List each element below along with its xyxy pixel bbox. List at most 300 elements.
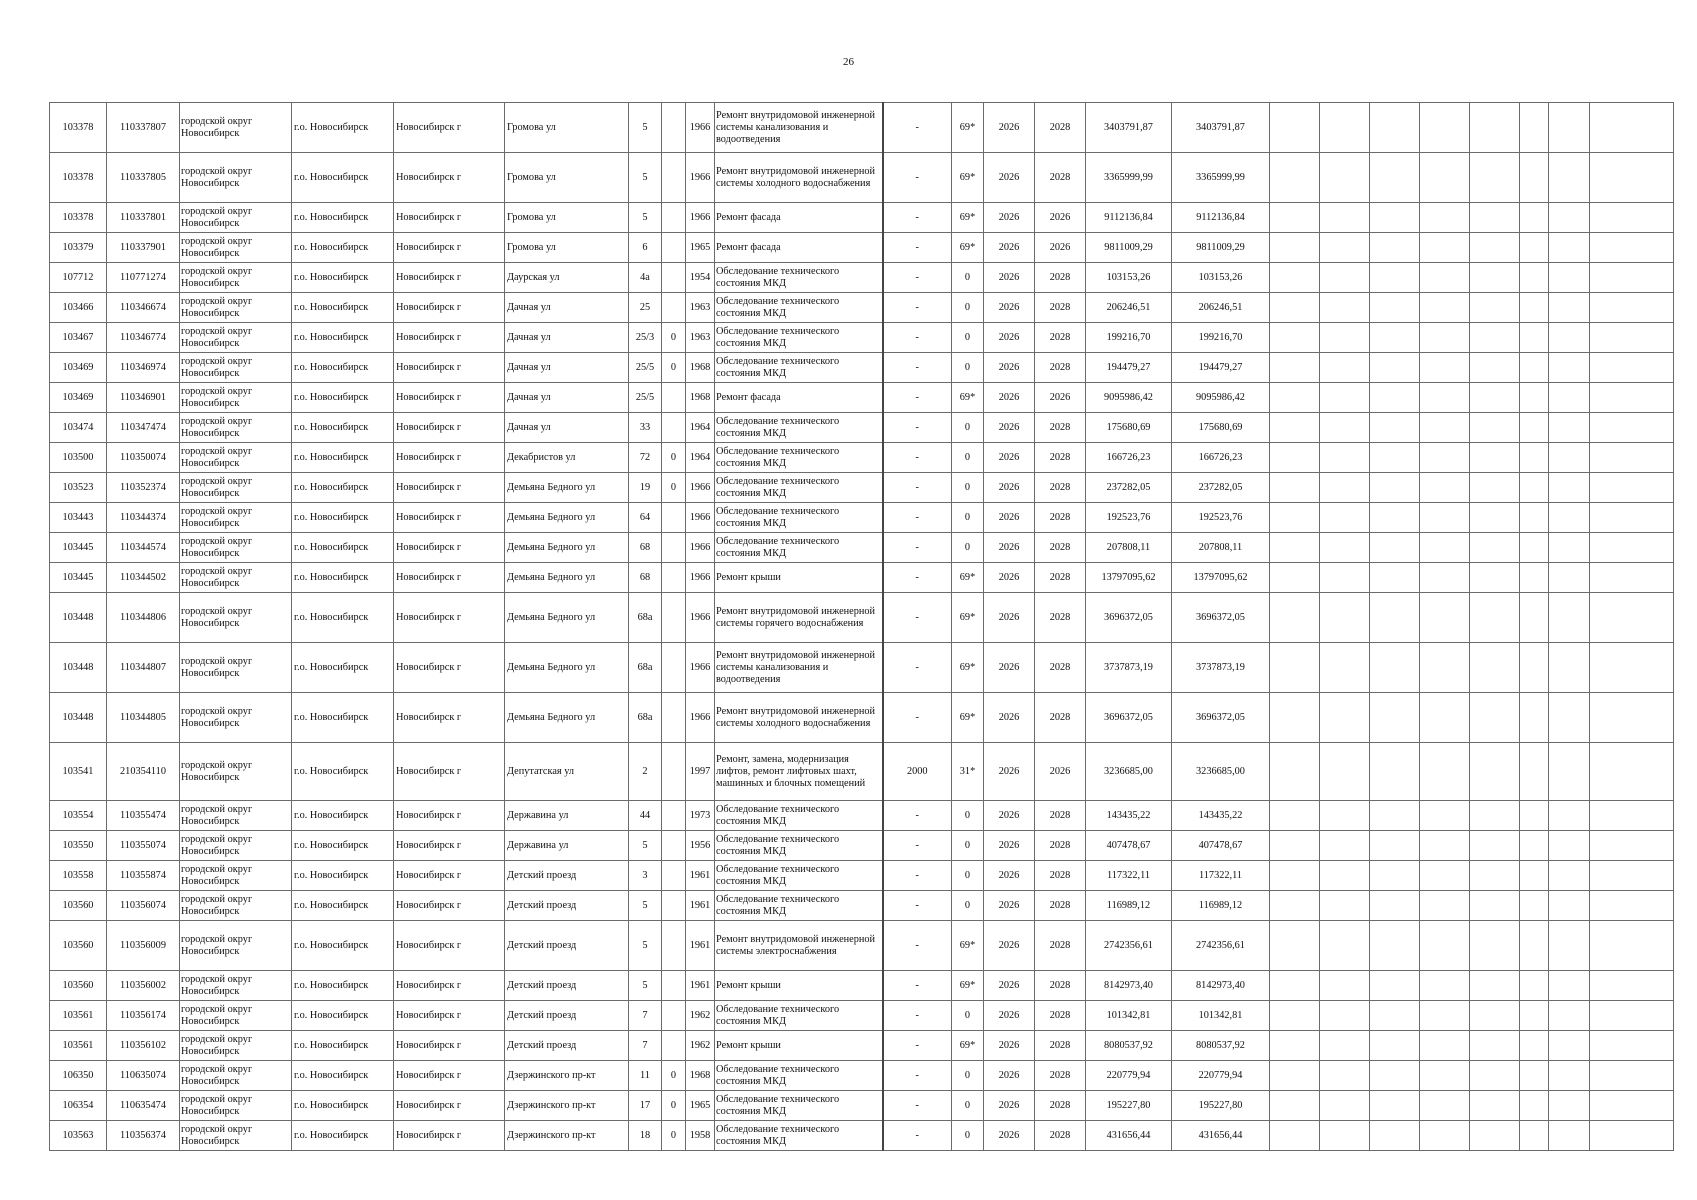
cell-e7: [1549, 1121, 1590, 1151]
cell-e2: [1320, 1121, 1370, 1151]
cell-year_to: 2028: [1035, 831, 1086, 861]
cell-year2: -: [883, 563, 952, 593]
cell-year: 1965: [686, 233, 715, 263]
cell-e2: [1320, 233, 1370, 263]
cell-status: 0: [952, 473, 984, 503]
cell-work: Обследование технического состояния МКД: [715, 323, 883, 353]
cell-year2: -: [883, 1061, 952, 1091]
cell-settlement: г.о. Новосибирск: [292, 103, 394, 153]
cell-e8: [1590, 563, 1674, 593]
cell-settlement: г.о. Новосибирск: [292, 1121, 394, 1151]
cell-year2: -: [883, 1091, 952, 1121]
cell-code: 110356009: [107, 921, 180, 971]
cell-municipality: городской округ Новосибирск: [180, 921, 292, 971]
cell-year2: -: [883, 831, 952, 861]
cell-e5: [1470, 383, 1520, 413]
cell-locality: Новосибирск г: [394, 153, 505, 203]
cell-e6: [1520, 203, 1549, 233]
cell-e7: [1549, 1031, 1590, 1061]
cell-year2: -: [883, 891, 952, 921]
cell-year2: -: [883, 921, 952, 971]
cell-year_from: 2026: [984, 293, 1035, 323]
cell-year_from: 2026: [984, 1001, 1035, 1031]
cell-e5: [1470, 1121, 1520, 1151]
cell-work: Обследование технического состояния МКД: [715, 443, 883, 473]
cell-e1: [1270, 473, 1320, 503]
cell-year_from: 2026: [984, 693, 1035, 743]
cell-year: 1961: [686, 971, 715, 1001]
cell-work: Обследование технического состояния МКД: [715, 263, 883, 293]
table-row: [50, 693, 1674, 743]
cell-e1: [1270, 743, 1320, 801]
cell-year: 1997: [686, 743, 715, 801]
table-row: [50, 801, 1674, 831]
cell-year2: -: [883, 263, 952, 293]
cell-e4: [1420, 153, 1470, 203]
cell-e1: [1270, 293, 1320, 323]
cell-e5: [1470, 153, 1520, 203]
cell-e3: [1370, 1061, 1420, 1091]
cell-e7: [1549, 921, 1590, 971]
cell-settlement: г.о. Новосибирск: [292, 233, 394, 263]
cell-e2: [1320, 1001, 1370, 1031]
cell-e8: [1590, 971, 1674, 1001]
cell-cost: 3696372,05: [1086, 593, 1172, 643]
cell-e3: [1370, 533, 1420, 563]
table-row: [50, 203, 1674, 233]
cell-house: 5: [629, 153, 662, 203]
cell-e4: [1420, 323, 1470, 353]
cell-house: 7: [629, 1001, 662, 1031]
cell-e5: [1470, 203, 1520, 233]
table-row: [50, 1031, 1674, 1061]
cell-building: [662, 643, 686, 693]
cell-cost: 3696372,05: [1086, 693, 1172, 743]
cell-year2: -: [883, 971, 952, 1001]
cell-street: Детский проезд: [505, 861, 629, 891]
cell-e8: [1590, 383, 1674, 413]
cell-year_from: 2026: [984, 971, 1035, 1001]
cell-cost_total: 3737873,19: [1172, 643, 1270, 693]
table-row: [50, 443, 1674, 473]
cell-building: [662, 743, 686, 801]
cell-e2: [1320, 473, 1370, 503]
cell-code: 110346974: [107, 353, 180, 383]
cell-year2: -: [883, 293, 952, 323]
cell-cost_total: 3236685,00: [1172, 743, 1270, 801]
cell-code: 110346774: [107, 323, 180, 353]
cell-year: 1956: [686, 831, 715, 861]
cell-street: Депутатская ул: [505, 743, 629, 801]
cell-e4: [1420, 831, 1470, 861]
cell-building: [662, 293, 686, 323]
cell-e5: [1470, 563, 1520, 593]
cell-year_from: 2026: [984, 593, 1035, 643]
cell-cost: 166726,23: [1086, 443, 1172, 473]
cell-settlement: г.о. Новосибирск: [292, 563, 394, 593]
cell-e1: [1270, 831, 1320, 861]
cell-year2: -: [883, 643, 952, 693]
cell-e8: [1590, 593, 1674, 643]
cell-work: Ремонт внутридомовой инженерной системы электроснабжения: [715, 921, 883, 971]
cell-year2: -: [883, 323, 952, 353]
cell-id: 103563: [50, 1121, 107, 1151]
cell-cost_total: 195227,80: [1172, 1091, 1270, 1121]
cell-cost: 192523,76: [1086, 503, 1172, 533]
cell-e5: [1470, 503, 1520, 533]
cell-building: [662, 413, 686, 443]
cell-year: 1961: [686, 891, 715, 921]
cell-e1: [1270, 443, 1320, 473]
cell-building: [662, 861, 686, 891]
cell-e5: [1470, 801, 1520, 831]
cell-work: Обследование технического состояния МКД: [715, 413, 883, 443]
cell-e7: [1549, 563, 1590, 593]
cell-e7: [1549, 263, 1590, 293]
cell-e5: [1470, 593, 1520, 643]
cell-year: 1963: [686, 293, 715, 323]
cell-year_from: 2026: [984, 1091, 1035, 1121]
cell-e2: [1320, 293, 1370, 323]
cell-year_to: 2028: [1035, 861, 1086, 891]
cell-locality: Новосибирск г: [394, 533, 505, 563]
cell-building: [662, 503, 686, 533]
cell-municipality: городской округ Новосибирск: [180, 891, 292, 921]
cell-e4: [1420, 1121, 1470, 1151]
cell-e8: [1590, 353, 1674, 383]
cell-street: Демьяна Бедного ул: [505, 503, 629, 533]
cell-code: 110337901: [107, 233, 180, 263]
cell-e2: [1320, 503, 1370, 533]
cell-cost_total: 431656,44: [1172, 1121, 1270, 1151]
cell-year_to: 2028: [1035, 971, 1086, 1001]
cell-code: 110344502: [107, 563, 180, 593]
cell-e2: [1320, 353, 1370, 383]
cell-code: 110356002: [107, 971, 180, 1001]
cell-status: 0: [952, 891, 984, 921]
cell-e1: [1270, 1121, 1320, 1151]
cell-e1: [1270, 103, 1320, 153]
cell-year_from: 2026: [984, 831, 1035, 861]
cell-e5: [1470, 293, 1520, 323]
cell-e6: [1520, 971, 1549, 1001]
cell-year: 1966: [686, 563, 715, 593]
cell-house: 3: [629, 861, 662, 891]
cell-id: 103558: [50, 861, 107, 891]
cell-code: 110356174: [107, 1001, 180, 1031]
cell-id: 103379: [50, 233, 107, 263]
cell-municipality: городской округ Новосибирск: [180, 353, 292, 383]
cell-e3: [1370, 563, 1420, 593]
cell-cost_total: 199216,70: [1172, 323, 1270, 353]
cell-e2: [1320, 1061, 1370, 1091]
cell-work: Ремонт, замена, модернизация лифтов, ремонт лифтовых шахт, машинных и блочных помещений: [715, 743, 883, 801]
cell-e8: [1590, 103, 1674, 153]
cell-building: 0: [662, 443, 686, 473]
cell-cost_total: 8142973,40: [1172, 971, 1270, 1001]
cell-status: 0: [952, 293, 984, 323]
table-row: [50, 323, 1674, 353]
cell-id: 103448: [50, 643, 107, 693]
cell-status: 69*: [952, 383, 984, 413]
cell-locality: Новосибирск г: [394, 503, 505, 533]
cell-year_to: 2028: [1035, 533, 1086, 563]
cell-e6: [1520, 263, 1549, 293]
table-row: [50, 233, 1674, 263]
cell-street: Демьяна Бедного ул: [505, 533, 629, 563]
cell-year: 1968: [686, 1061, 715, 1091]
table-row: [50, 563, 1674, 593]
cell-code: 110344806: [107, 593, 180, 643]
cell-settlement: г.о. Новосибирск: [292, 693, 394, 743]
cell-e4: [1420, 203, 1470, 233]
cell-settlement: г.о. Новосибирск: [292, 443, 394, 473]
cell-e5: [1470, 323, 1520, 353]
cell-id: 103467: [50, 323, 107, 353]
cell-e3: [1370, 103, 1420, 153]
cell-e4: [1420, 473, 1470, 503]
cell-e5: [1470, 971, 1520, 1001]
cell-e6: [1520, 593, 1549, 643]
cell-building: 0: [662, 1091, 686, 1121]
cell-id: 106354: [50, 1091, 107, 1121]
cell-settlement: г.о. Новосибирск: [292, 533, 394, 563]
table-row: [50, 891, 1674, 921]
cell-year2: -: [883, 353, 952, 383]
cell-e3: [1370, 1001, 1420, 1031]
cell-building: 0: [662, 473, 686, 503]
cell-e3: [1370, 801, 1420, 831]
cell-house: 44: [629, 801, 662, 831]
cell-e2: [1320, 1031, 1370, 1061]
cell-building: [662, 203, 686, 233]
cell-e6: [1520, 563, 1549, 593]
cell-settlement: г.о. Новосибирск: [292, 921, 394, 971]
cell-street: Дачная ул: [505, 413, 629, 443]
cell-cost_total: 101342,81: [1172, 1001, 1270, 1031]
cell-status: 69*: [952, 593, 984, 643]
table-row: [50, 103, 1674, 153]
cell-year_from: 2026: [984, 263, 1035, 293]
cell-work: Ремонт внутридомовой инженерной системы холодного водоснабжения: [715, 693, 883, 743]
cell-e1: [1270, 503, 1320, 533]
cell-id: 103560: [50, 921, 107, 971]
cell-e4: [1420, 1061, 1470, 1091]
cell-settlement: г.о. Новосибирск: [292, 153, 394, 203]
cell-house: 25/3: [629, 323, 662, 353]
cell-status: 0: [952, 263, 984, 293]
cell-house: 25/5: [629, 383, 662, 413]
cell-cost: 9112136,84: [1086, 203, 1172, 233]
cell-house: 5: [629, 103, 662, 153]
cell-year_from: 2026: [984, 891, 1035, 921]
cell-year2: -: [883, 1121, 952, 1151]
cell-e4: [1420, 503, 1470, 533]
page-number: 26: [843, 56, 854, 68]
cell-e5: [1470, 263, 1520, 293]
cell-municipality: городской округ Новосибирск: [180, 1091, 292, 1121]
cell-building: 0: [662, 353, 686, 383]
cell-year_to: 2028: [1035, 1031, 1086, 1061]
cell-building: [662, 921, 686, 971]
cell-e7: [1549, 971, 1590, 1001]
cell-street: Демьяна Бедного ул: [505, 693, 629, 743]
cell-year: 1961: [686, 921, 715, 971]
cell-code: 110356374: [107, 1121, 180, 1151]
cell-municipality: городской округ Новосибирск: [180, 323, 292, 353]
cell-street: Детский проезд: [505, 1031, 629, 1061]
cell-e5: [1470, 1061, 1520, 1091]
cell-e8: [1590, 473, 1674, 503]
cell-municipality: городской округ Новосибирск: [180, 643, 292, 693]
cell-code: 210354110: [107, 743, 180, 801]
cell-house: 68: [629, 533, 662, 563]
cell-year_to: 2026: [1035, 233, 1086, 263]
cell-work: Обследование технического состояния МКД: [715, 1001, 883, 1031]
table-row: [50, 293, 1674, 323]
cell-e3: [1370, 891, 1420, 921]
cell-house: 72: [629, 443, 662, 473]
cell-e2: [1320, 1091, 1370, 1121]
cell-street: Громова ул: [505, 203, 629, 233]
cell-locality: Новосибирск г: [394, 743, 505, 801]
cell-e7: [1549, 643, 1590, 693]
cell-e1: [1270, 1031, 1320, 1061]
cell-e6: [1520, 533, 1549, 563]
cell-building: [662, 891, 686, 921]
cell-e1: [1270, 233, 1320, 263]
cell-locality: Новосибирск г: [394, 233, 505, 263]
table-row: [50, 383, 1674, 413]
cell-e8: [1590, 1091, 1674, 1121]
cell-year2: -: [883, 533, 952, 563]
cell-e1: [1270, 693, 1320, 743]
cell-year2: -: [883, 473, 952, 503]
cell-e7: [1549, 693, 1590, 743]
cell-cost: 237282,05: [1086, 473, 1172, 503]
cell-settlement: г.о. Новосибирск: [292, 801, 394, 831]
cell-e2: [1320, 891, 1370, 921]
cell-e1: [1270, 801, 1320, 831]
cell-settlement: г.о. Новосибирск: [292, 743, 394, 801]
cell-cost: 206246,51: [1086, 293, 1172, 323]
cell-cost: 2742356,61: [1086, 921, 1172, 971]
cell-year_to: 2028: [1035, 103, 1086, 153]
cell-work: Обследование технического состояния МКД: [715, 533, 883, 563]
cell-e8: [1590, 891, 1674, 921]
cell-work: Обследование технического состояния МКД: [715, 473, 883, 503]
cell-house: 25: [629, 293, 662, 323]
cell-house: 64: [629, 503, 662, 533]
cell-municipality: городской округ Новосибирск: [180, 971, 292, 1001]
cell-code: 110635474: [107, 1091, 180, 1121]
cell-municipality: городской округ Новосибирск: [180, 1061, 292, 1091]
cell-e1: [1270, 971, 1320, 1001]
cell-e7: [1549, 153, 1590, 203]
cell-locality: Новосибирск г: [394, 1031, 505, 1061]
cell-year: 1966: [686, 103, 715, 153]
cell-year_to: 2028: [1035, 921, 1086, 971]
cell-year2: -: [883, 503, 952, 533]
cell-e6: [1520, 473, 1549, 503]
cell-status: 69*: [952, 1031, 984, 1061]
cell-e4: [1420, 1001, 1470, 1031]
cell-e3: [1370, 293, 1420, 323]
cell-status: 69*: [952, 921, 984, 971]
cell-status: 0: [952, 831, 984, 861]
cell-e2: [1320, 533, 1370, 563]
cell-e3: [1370, 971, 1420, 1001]
cell-building: [662, 1001, 686, 1031]
table-row: [50, 1001, 1674, 1031]
cell-e8: [1590, 533, 1674, 563]
cell-year_to: 2028: [1035, 563, 1086, 593]
cell-e1: [1270, 563, 1320, 593]
cell-year_to: 2028: [1035, 1061, 1086, 1091]
cell-year2: -: [883, 153, 952, 203]
cell-e4: [1420, 563, 1470, 593]
cell-id: 103560: [50, 891, 107, 921]
cell-cost_total: 3696372,05: [1172, 593, 1270, 643]
cell-e1: [1270, 153, 1320, 203]
cell-year_from: 2026: [984, 1121, 1035, 1151]
cell-e6: [1520, 743, 1549, 801]
cell-e7: [1549, 801, 1590, 831]
cell-e8: [1590, 643, 1674, 693]
cell-id: 103561: [50, 1001, 107, 1031]
cell-e6: [1520, 1061, 1549, 1091]
cell-id: 103378: [50, 153, 107, 203]
cell-code: 110344805: [107, 693, 180, 743]
cell-e8: [1590, 443, 1674, 473]
cell-cost_total: 206246,51: [1172, 293, 1270, 323]
cell-street: Дзержинского пр-кт: [505, 1091, 629, 1121]
cell-status: 0: [952, 353, 984, 383]
cell-status: 31*: [952, 743, 984, 801]
cell-year_to: 2028: [1035, 263, 1086, 293]
cell-municipality: городской округ Новосибирск: [180, 801, 292, 831]
cell-building: [662, 383, 686, 413]
cell-settlement: г.о. Новосибирск: [292, 861, 394, 891]
cell-cost: 175680,69: [1086, 413, 1172, 443]
cell-locality: Новосибирск г: [394, 353, 505, 383]
cell-year_from: 2026: [984, 503, 1035, 533]
cell-e4: [1420, 743, 1470, 801]
cell-id: 103469: [50, 353, 107, 383]
cell-e3: [1370, 693, 1420, 743]
cell-e6: [1520, 891, 1549, 921]
cell-e2: [1320, 203, 1370, 233]
cell-e4: [1420, 1091, 1470, 1121]
cell-year_to: 2026: [1035, 383, 1086, 413]
cell-e6: [1520, 643, 1549, 693]
cell-e5: [1470, 443, 1520, 473]
cell-e8: [1590, 293, 1674, 323]
cell-code: 110350074: [107, 443, 180, 473]
cell-e1: [1270, 413, 1320, 443]
cell-id: 103550: [50, 831, 107, 861]
cell-settlement: г.о. Новосибирск: [292, 413, 394, 443]
cell-year_to: 2028: [1035, 153, 1086, 203]
cell-year2: -: [883, 861, 952, 891]
cell-year_to: 2028: [1035, 413, 1086, 443]
cell-municipality: городской округ Новосибирск: [180, 233, 292, 263]
cell-e6: [1520, 353, 1549, 383]
cell-building: [662, 103, 686, 153]
cell-street: Громова ул: [505, 233, 629, 263]
cell-building: [662, 971, 686, 1001]
cell-municipality: городской округ Новосибирск: [180, 593, 292, 643]
